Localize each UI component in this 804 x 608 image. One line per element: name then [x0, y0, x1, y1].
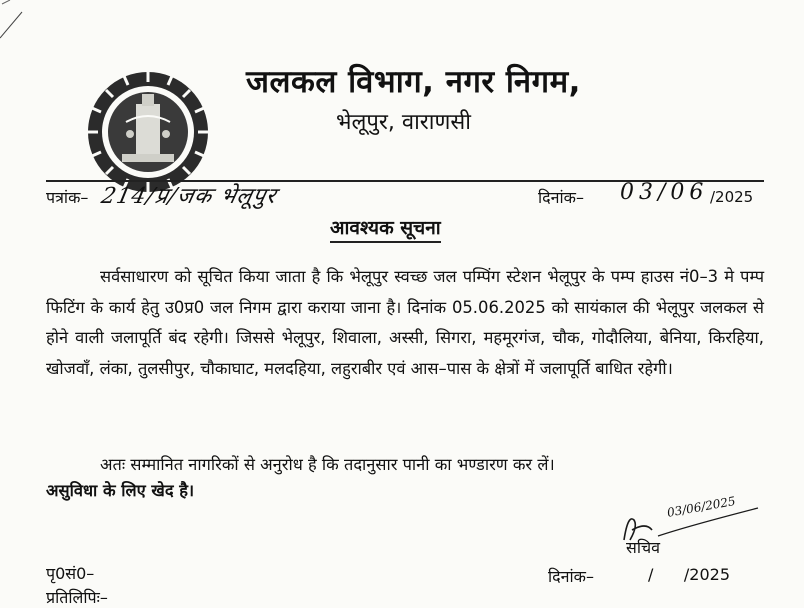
- reference-number-handwritten: 214/प्र/जक भेलूपुर: [99, 184, 279, 209]
- notice-apology: असुविधा के लिए खेद है।: [46, 481, 195, 500]
- notice-request: अतः सम्मानित नागरिकों से अनुरोध है कि तदानुसार पानी का भण्डारण कर लें।: [100, 455, 555, 474]
- reference-label: पत्रांक–: [46, 188, 89, 207]
- footer-date-blank: / /2025: [648, 565, 731, 584]
- scan-corner-mark: [0, 0, 30, 40]
- footer-reference-number: पृ0सं0–: [46, 564, 95, 583]
- date-year: /2025: [710, 188, 754, 206]
- organization-location: भेलूपुर, वाराणसी: [336, 110, 471, 135]
- reference-row: [46, 180, 764, 216]
- organization-title: जलकल विभाग, नगर निगम,: [246, 64, 581, 100]
- signature-date-handwritten: 03/06/2025: [666, 493, 737, 520]
- notice-title: आवश्यक सूचना: [330, 214, 441, 243]
- notice-body: सर्वसाधारण को सूचित किया जाता है कि भेलूपुर स्वच्छ जल पम्पिंग स्टेशन भेलूपुर के पम्प हाउस नं0–3 मे पम्प फिटिंग के कार्य हेतु उ0प्र0 जल निगम द्वारा कराया जाना है। दिनांक 05.06.2025 को सायंकाल की भेलूपुर जलकल से होने वाली जलापूर्ति बंद रहेगी। जिससे भेलूपुर, शिवाला, अस्सी, सिगरा, महमूरगंज, चौक, गोदौलिया, बेनिया, किरहिया, खोजवॉं, लंका, तुलसीपुर, चौकाघाट, मलदहिया, लहुराबीर एवं आस–पास के क्षेत्रों में जलापूर्ति बाधित रहेगी।: [46, 267, 764, 378]
- date-handwritten: 03/06: [620, 180, 709, 205]
- footer-date-label: दिनांक–: [548, 567, 594, 586]
- municipal-seal-icon: [86, 70, 210, 194]
- date-label: दिनांक–: [538, 188, 584, 207]
- signatory-designation: सचिव: [626, 538, 661, 557]
- footer-copy-to: प्रतिलिपिः–: [46, 588, 108, 607]
